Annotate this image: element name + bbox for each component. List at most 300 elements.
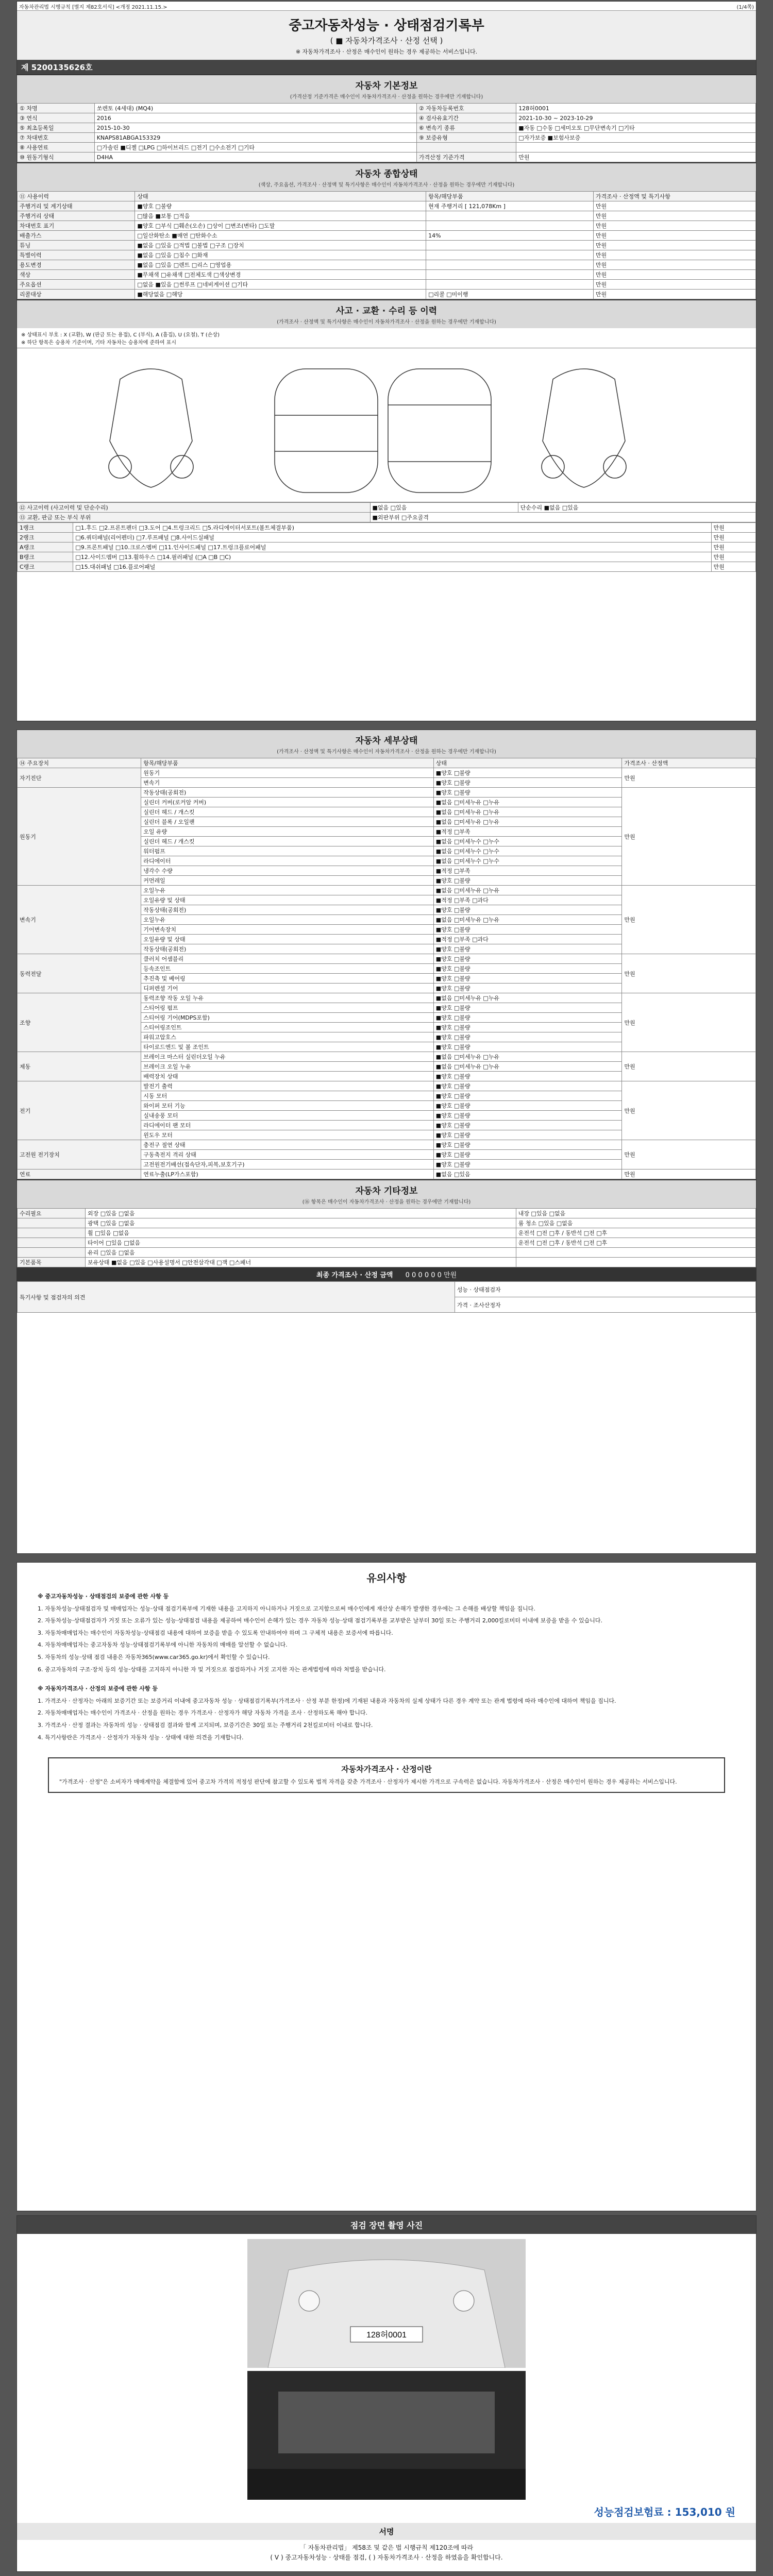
page-header (17, 2, 756, 11)
detail-part: 작동상태(공회전) (141, 905, 434, 915)
note-item: 4. 자동차매매업자는 중고자동차 성능·상태점검기록부에 아니한 자동차의 매매를 알선할 수 없습니다. (38, 1641, 288, 1649)
other-table (17, 1208, 756, 1267)
form-code: 자동차관리법 시행규칙 [별지 제82호서식] <개정 2021.11.15.> (19, 5, 167, 10)
overall-price: 만원 (593, 290, 755, 299)
detail-status: ■없음 □미세누수 □누수 (433, 837, 622, 846)
accident-title: 사고 · 교환 · 수리 등 이력 (335, 306, 438, 316)
detail-status: ■양호 □불량 (433, 876, 622, 886)
detail-part: 시동 모터 (141, 1091, 434, 1101)
basic-value: 쏘렌토 (4세대) (MQ4) (94, 104, 416, 113)
overall-item: 용도변경 (18, 260, 135, 270)
overall-price: 만원 (593, 260, 755, 270)
other-section-header (17, 1179, 756, 1208)
notes-s2-title: ※ 자동차가격조사 · 산정의 보증에 관한 사항 등 (38, 1685, 158, 1692)
parts-row (18, 552, 756, 562)
detail-status: ■없음 □미세누유 □누유 (433, 817, 622, 827)
overall-price: 만원 (593, 280, 755, 290)
detail-part: 브레이크 마스터 실린더오일 누유 (141, 1052, 434, 1062)
overall-price: 만원 (593, 221, 755, 231)
overall-status: ■해당없음 □해당 (135, 290, 426, 299)
notes-section-1 (17, 1592, 756, 1674)
detail-price: 만원 (622, 1140, 756, 1170)
page-4 (16, 2215, 757, 2572)
detail-status: ■없음 □있음 (433, 1170, 622, 1179)
detail-part: 파워고압호스 (141, 1032, 434, 1042)
detail-price: 만원 (622, 954, 756, 993)
other-group: 수리필요 (18, 1209, 86, 1218)
basic-row (18, 152, 756, 162)
other-item: 운전석 □전 □후 / 동반석 □전 □후 (516, 1238, 755, 1248)
definition-text: "가격조사 · 산정"은 소비자가 매매계약을 체결함에 있어 중고차 가격의 적정성 판단에 참고할 수 있도록 법적 자격을 갖춘 가격조사 · 산정자가 제시한 가격으로 구속력은 없습니다. 자동차가격조사 · 산정은 매수인이 원하는 경우 제공하는 서비스입니다. (59, 1778, 677, 1786)
photos-title: 점검 장면 촬영 사진 (17, 2216, 756, 2234)
detail-part: 실내송풍 모터 (141, 1111, 434, 1121)
parts-price: 만원 (711, 523, 755, 533)
basic-value: KNAPS81ABGA153329 (94, 133, 416, 143)
notes-s1-title: ※ 중고자동차성능 · 상태점검의 보증에 관한 사항 등 (38, 1593, 169, 1600)
overall-item: 주행거리 및 계기상태 (18, 201, 135, 211)
overall-row (18, 211, 756, 221)
detail-part: 스티어링 기어(MDPS포함) (141, 1013, 434, 1023)
overall-section-header (17, 162, 756, 191)
overall-price: 만원 (593, 270, 755, 280)
detail-group: 변속기 (18, 886, 141, 954)
detail-part: 오일누유 (141, 915, 434, 925)
other-desc: (⑯ 항목은 매수인이 자동차가격조사 · 산정을 원하는 경우에만 기재합니다) (302, 1199, 471, 1205)
detail-status: ■없음 □미세누수 □누수 (433, 846, 622, 856)
other-item: 운전석 □전 □후 / 동반석 □전 □후 (516, 1228, 755, 1238)
basic-label: ⑥ 변속기 종류 (416, 123, 516, 133)
detail-status: ■양호 □불량 (433, 1121, 622, 1130)
basic-label (416, 143, 516, 152)
overall-status: □일산화탄소 ■매연 □탄화수소 (135, 231, 426, 241)
other-group (18, 1238, 86, 1248)
detail-status: ■양호 □불량 (433, 1003, 622, 1013)
detail-status: ■양호 □불량 (433, 1023, 622, 1032)
detail-section-header (17, 730, 756, 758)
basic-value (516, 143, 756, 152)
basic-table (17, 103, 756, 162)
overall-status: ■없음 □있음 □렌트 □리스 □영업용 (135, 260, 426, 270)
other-item: 타이어 □있음 □없음 (86, 1238, 516, 1248)
detail-part: 냉각수 수량 (141, 866, 434, 876)
other-item (516, 1258, 755, 1267)
detail-status: ■없음 □미세누유 □누유 (433, 1062, 622, 1072)
parts-items: □1.후드 □2.프론트펜더 □3.도어 □4.트렁크리드 □5.라디에이터서포트(볼트체결부품) (73, 523, 711, 533)
basic-label: ② 자동차등록번호 (416, 104, 516, 113)
detail-row (18, 768, 756, 778)
overall-extra (426, 260, 594, 270)
basic-section-header (17, 74, 756, 103)
detail-status: ■적정 □부족 (433, 827, 622, 837)
detail-part: 브레이크 오일 누유 (141, 1062, 434, 1072)
note-item: 5. 자동차의 성능·상태 점검 내용은 자동차365(www.car365.go.kr)에서 확인할 수 있습니다. (38, 1653, 270, 1660)
detail-status: ■양호 □불량 (433, 905, 622, 915)
overall-title: 자동차 종합상태 (355, 169, 418, 179)
parts-items: □9.프론트패널 □10.크로스멤버 □11.인사이드패널 □17.트렁크플로어패널 (73, 543, 711, 552)
overall-row (18, 201, 756, 211)
detail-group: 원동기 (18, 788, 141, 886)
detail-status: ■양호 □불량 (433, 925, 622, 935)
basic-value: □가솔린 ■디젤 □LPG □하이브리드 □전기 □수소전기 □기타 (94, 143, 416, 152)
overall-item: 특별이력 (18, 250, 135, 260)
basic-row (18, 133, 756, 143)
other-group: 기본품목 (18, 1258, 86, 1267)
legend-line-2: ※ 하단 항목은 승용차 기준이며, 기타 자동차는 승용차에 준하여 표시 (21, 340, 176, 346)
detail-row (18, 1052, 756, 1062)
inspection-photo-under (247, 2371, 526, 2500)
overall-status: ■없음 □있음 □침수 □화재 (135, 250, 426, 260)
basic-desc: (가격산정 기준가격은 매수인이 자동차가격조사 · 산정을 원하는 경우에만 기재합니다) (290, 94, 483, 100)
detail-status: ■적정 □부족 (433, 866, 622, 876)
parts-rank: B랭크 (18, 552, 73, 562)
accident-history-table (17, 502, 756, 522)
detail-row (18, 1140, 756, 1150)
detail-part: 실린더 헤드 / 개스킷 (141, 807, 434, 817)
detail-group: 전기 (18, 1081, 141, 1140)
basic-value: 2016 (94, 113, 416, 123)
detail-group: 조향 (18, 993, 141, 1052)
detail-price: 만원 (622, 993, 756, 1052)
document-number: 제 5200135626호 (17, 60, 756, 74)
detail-status: ■양호 □불량 (433, 1130, 622, 1140)
detail-part: 작동상태(공회전) (141, 788, 434, 798)
overall-extra (426, 280, 594, 290)
overall-item: 주행거리 상태 (18, 211, 135, 221)
sign-text (17, 2540, 756, 2566)
final-price-value: 0 0 0 0 0 0 만원 (405, 1272, 457, 1279)
detail-row (18, 1170, 756, 1179)
basic-value: ■자동 □수동 □세미오토 □무단변속기 □기타 (516, 123, 756, 133)
detail-status: ■양호 □불량 (433, 1032, 622, 1042)
overall-item: 튜닝 (18, 241, 135, 250)
accident-legend (17, 328, 756, 348)
detail-price: 만원 (622, 788, 756, 886)
parts-legend: ■외판부위 □주요골격 (370, 513, 755, 522)
basic-row (18, 123, 756, 133)
overall-extra: □리콜 □미이행 (426, 290, 594, 299)
other-row (18, 1209, 756, 1218)
detail-price: 만원 (622, 768, 756, 788)
detail-part: 디퍼렌셜 기어 (141, 984, 434, 993)
detail-part: 연료누출(LP가스포함) (141, 1170, 434, 1179)
detail-part: 실린더 커버(로커암 커버) (141, 798, 434, 807)
notes-title: 유의사항 (366, 1572, 407, 1584)
detail-status: ■양호 □불량 (433, 964, 622, 974)
detail-part: 고전원전기배선(접속단자,피복,보호기구) (141, 1160, 434, 1170)
detail-status: ■없음 □미세누유 □누유 (433, 915, 622, 925)
overall-row (18, 221, 756, 231)
detail-part: 윈도우 모터 (141, 1130, 434, 1140)
basic-value: 만원 (516, 152, 756, 162)
detail-part: 와이퍼 모터 기능 (141, 1101, 434, 1111)
car-front-photo-illustration (247, 2239, 526, 2368)
detail-price: 만원 (622, 1170, 756, 1179)
definition-box (48, 1757, 725, 1793)
final-price-label: 최종 가격조사 · 산정 금액 (316, 1272, 393, 1279)
special-label: 특기사항 및 점검자의 의견 (18, 1282, 455, 1313)
license-plate: 128허0001 (366, 2331, 407, 2340)
other-row (18, 1238, 756, 1248)
overall-row (18, 270, 756, 280)
overall-row (18, 260, 756, 270)
overall-status: □없음 ■있음 □썬루프 □네비게이션 □기타 (135, 280, 426, 290)
overall-row (18, 231, 756, 241)
detail-part: 추진축 및 베어링 (141, 974, 434, 984)
detail-status: ■양호 □불량 (433, 1150, 622, 1160)
basic-label: ④ 검사유효기간 (416, 113, 516, 123)
parts-items: □15.대쉬패널 □16.플로어패널 (73, 562, 711, 572)
detail-row (18, 788, 756, 798)
detail-part: 오일누유 (141, 886, 434, 895)
overall-item: 색상 (18, 270, 135, 280)
detail-part: 배력장치 상태 (141, 1072, 434, 1081)
detail-status: ■없음 □미세누수 □누수 (433, 856, 622, 866)
overall-extra: 14% (426, 231, 594, 241)
other-item: 외장 □있음 □없음 (86, 1209, 516, 1218)
basic-value: 128허0001 (516, 104, 756, 113)
special-table (17, 1281, 756, 1313)
detail-col-header: 가격조사 · 산정액 (622, 758, 756, 768)
detail-status: ■없음 □미세누유 □누유 (433, 886, 622, 895)
other-item: 휠 □있음 □없음 (86, 1228, 516, 1238)
parts-rank: C랭크 (18, 562, 73, 572)
parts-items: □12.사이드멤버 □13.휠하우스 □14.필러패널 (□A □B □C) (73, 552, 711, 562)
overall-extra (426, 250, 594, 260)
detail-status: ■양호 □불량 (433, 954, 622, 964)
overall-extra (426, 221, 594, 231)
detail-part: 커먼레일 (141, 876, 434, 886)
overall-row (18, 250, 756, 260)
parts-row (18, 523, 756, 533)
basic-value: □자가보증 ■보험사보증 (516, 133, 756, 143)
detail-part: 오일유량 및 상태 (141, 895, 434, 905)
detail-price: 만원 (622, 886, 756, 954)
document-subtitle: ( ■ 자동차가격조사 · 산정 선택 ) (330, 36, 443, 45)
pricer-opinion: 가격 · 조사산정자 (455, 1297, 755, 1313)
basic-value: 2015-10-30 (94, 123, 416, 133)
overall-extra (426, 211, 594, 221)
overall-item: 리콜대상 (18, 290, 135, 299)
detail-part: 스티어링 펌프 (141, 1003, 434, 1013)
page-2 (16, 730, 757, 1554)
detail-row (18, 954, 756, 964)
parts-table (17, 522, 756, 572)
overall-status: ■양호 □불량 (135, 201, 426, 211)
detail-status: ■적정 □부족 □과다 (433, 895, 622, 905)
page-1 (16, 1, 757, 721)
other-row (18, 1228, 756, 1238)
basic-row (18, 143, 756, 152)
undercarriage-photo-illustration (247, 2371, 526, 2500)
notes-header (17, 1563, 756, 1592)
overall-row (18, 241, 756, 250)
note-item: 1. 가격조사 · 산정자는 아래의 보증기간 또는 보증거리 이내에 중고자동차 성능 · 상태점검기록부(가격조사 · 산정 부분 한정)에 기재된 내용과 자동차의 실제 상태가 다른 경우 계약 또는 관계 법령에 따라 매수인에 대하여 책임을 집니다. (38, 1697, 616, 1704)
sign-title: 서명 (17, 2523, 756, 2540)
overall-extra (426, 270, 594, 280)
note-item: 6. 중고자동차의 구조·장치 등의 성능·상태를 고지하지 아니한 자 및 거짓으로 점검하거나 거짓 고지한 자는 관계법령에 따라 처벌을 받습니다. (38, 1666, 386, 1673)
detail-status: ■적정 □부족 □과다 (433, 935, 622, 944)
detail-status: ■양호 □불량 (433, 1160, 622, 1170)
detail-part: 클러치 어셈블리 (141, 954, 434, 964)
overall-row (18, 280, 756, 290)
note-item: 2. 자동차성능·상태점검자가 거짓 또는 오류가 있는 성능·상태점검 내용을 제공하여 매수인이 손해가 있는 경우 자동차 성능·상태 점검기록부를 교부받은 날부터 30일 또는 주행거리 2,000킬로미터 이내에 보증을 받을 수 있습니다. (38, 1617, 602, 1624)
detail-status: ■양호 □불량 (433, 1111, 622, 1121)
overall-col-header: 가격조사 · 산정액 및 특기사항 (593, 192, 755, 201)
detail-price: 만원 (622, 1052, 756, 1081)
overall-status: ■무채색 □유채색 □전체도색 □색상변경 (135, 270, 426, 280)
basic-label: ⑩ 원동기형식 (18, 152, 95, 162)
car-diagram (17, 348, 756, 502)
parts-row (18, 533, 756, 543)
other-item: 유리 □있음 □없음 (86, 1248, 516, 1258)
other-row (18, 1248, 756, 1258)
detail-part: 라디에이터 (141, 856, 434, 866)
overall-status: ■없음 □있음 □적법 □불법 □구조 □장치 (135, 241, 426, 250)
detail-part: 원동기 (141, 768, 434, 778)
other-group (18, 1218, 86, 1228)
detail-part: 오일 유량 (141, 827, 434, 837)
detail-group: 고전원 전기장치 (18, 1140, 141, 1170)
detail-part: 충전구 절연 상태 (141, 1140, 434, 1150)
basic-title: 자동차 기본정보 (355, 81, 418, 91)
parts-row (18, 562, 756, 572)
other-row (18, 1258, 756, 1267)
parts-rank: 2랭크 (18, 533, 73, 543)
parts-items: □6.쿼터패널(리어펜더) □7.루프패널 □8.사이드실패널 (73, 533, 711, 543)
other-item: 광택 □있음 □없음 (86, 1218, 516, 1228)
basic-value: D4HA (94, 152, 416, 162)
document-title: 중고자동차성능 · 상태점검기록부 (289, 18, 484, 33)
detail-part: 기어변속장치 (141, 925, 434, 935)
detail-group: 제동 (18, 1052, 141, 1081)
other-group (18, 1248, 86, 1258)
note-item: 3. 자동차매매업자는 매수인이 자동차성능·상태점검 내용에 대하여 보증을 받을 수 있도록 안내하여야 하며 그 구체적 내용은 보증서에 따릅니다. (38, 1629, 393, 1636)
detail-part: 스티어링조인트 (141, 1023, 434, 1032)
accident-history-label: ⑫ 사고이력 (사고이력 및 단순수리) (18, 503, 371, 513)
other-item (516, 1248, 755, 1258)
detail-group: 자기진단 (18, 768, 141, 788)
detail-status: ■양호 □불량 (433, 1091, 622, 1101)
detail-part: 등속조인트 (141, 964, 434, 974)
basic-label: ⑤ 최초등록일 (18, 123, 95, 133)
detail-status: ■양호 □불량 (433, 1013, 622, 1023)
overall-col-header: 상태 (135, 192, 426, 201)
overall-price: 만원 (593, 201, 755, 211)
detail-status: ■양호 □불량 (433, 1072, 622, 1081)
detail-status: ■양호 □불량 (433, 984, 622, 993)
detail-status: ■양호 □불량 (433, 778, 622, 788)
detail-part: 타이로드엔드 및 볼 조인트 (141, 1042, 434, 1052)
overall-price: 만원 (593, 241, 755, 250)
detail-status: ■양호 □불량 (433, 1140, 622, 1150)
basic-label: 가격산정 기준가격 (416, 152, 516, 162)
parts-price: 만원 (711, 562, 755, 572)
sign-text-2: ( V ) 중고자동차성능 · 상태를 점검, ( ) 자동차가격조사 · 산정을 하였음을 확인합니다. (270, 2554, 503, 2562)
detail-status: ■양호 □불량 (433, 1042, 622, 1052)
detail-desc: (가격조사 · 산정액 및 특기사항은 매수인이 자동차가격조사 · 산정을 원하는 경우에만 기재합니다) (277, 749, 496, 755)
overall-extra (426, 241, 594, 250)
accident-section-header (17, 299, 756, 328)
basic-label: ① 차명 (18, 104, 95, 113)
accident-history-value: ■없음 □있음 (370, 503, 518, 513)
inspection-fee: 성능점검보험료 : 153,010 원 (594, 2506, 735, 2518)
detail-part: 동력조향 작동 오일 누유 (141, 993, 434, 1003)
detail-status: ■양호 □불량 (433, 788, 622, 798)
detail-status: ■없음 □미세누유 □누유 (433, 807, 622, 817)
overall-item: 주요옵션 (18, 280, 135, 290)
overall-extra: 현재 주행거리 [ 121,078Km ] (426, 201, 594, 211)
detail-part: 라디에이터 팬 모터 (141, 1121, 434, 1130)
detail-part: 실린더 헤드 / 개스킷 (141, 837, 434, 846)
detail-col-header: ⑭ 주요장치 (18, 758, 141, 768)
detail-part: 워터펌프 (141, 846, 434, 856)
inspector-opinion: 성능 · 상태점검자 (455, 1282, 755, 1297)
detail-part: 변속기 (141, 778, 434, 788)
detail-table (17, 758, 756, 1179)
detail-row (18, 1081, 756, 1091)
detail-status: ■양호 □불량 (433, 1081, 622, 1091)
basic-value: 2021-10-30 ~ 2023-10-29 (516, 113, 756, 123)
detail-status: ■양호 □불량 (433, 768, 622, 778)
detail-status: ■없음 □미세누유 □누유 (433, 993, 622, 1003)
overall-desc: (색상, 주요옵션, 가격조사 · 산정액 및 특기사항은 매수인이 자동차가격조사 · 산정을 원하는 경우에만 기재합니다) (258, 182, 515, 188)
accident-desc: (가격조사 · 산정액 및 특기사항은 매수인이 자동차가격조사 · 산정을 원하는 경우에만 기재합니다) (277, 319, 496, 325)
overall-price: 만원 (593, 250, 755, 260)
note-item: 2. 자동차매매업자는 매수인이 가격조사 · 산정을 원하는 경우 가격조사 · 산정자가 해당 자동차 가격을 조사 · 산정하도록 해야 합니다. (38, 1709, 367, 1717)
parts-rank: A랭크 (18, 543, 73, 552)
detail-row (18, 993, 756, 1003)
notes-section-2 (17, 1684, 756, 1742)
detail-status: ■양호 □불량 (433, 1101, 622, 1111)
detail-group: 연료 (18, 1170, 141, 1179)
sign-text-1: 「 자동차관리법」 제58조 및 같은 법 시행규칙 제120조에 따라 (299, 2544, 474, 2551)
document-notice: ※ 자동차가격조사 · 산정은 매수인이 원하는 경우 제공하는 서비스입니다. (295, 48, 478, 55)
parts-rank: 1랭크 (18, 523, 73, 533)
basic-label: ⑧ 사용연료 (18, 143, 95, 152)
detail-part: 작동상태(공회전) (141, 944, 434, 954)
other-item: 룸 청소 □있음 □없음 (516, 1218, 755, 1228)
other-group (18, 1228, 86, 1238)
detail-status: ■없음 □미세누유 □누유 (433, 798, 622, 807)
detail-status: ■양호 □불량 (433, 974, 622, 984)
overall-col-header: ⑪ 사용이력 (18, 192, 135, 201)
overall-status: ■양호 □부식 □훼손(오손) □상이 □변조(변타) □도말 (135, 221, 426, 231)
detail-row (18, 886, 756, 895)
detail-col-header: 상태 (433, 758, 622, 768)
inspection-photo-front (247, 2239, 526, 2368)
other-item: 보유상태 ■없음 □있음 □사용설명서 □안전삼각대 □잭 □스패너 (86, 1258, 516, 1267)
detail-part: 오일유량 및 상태 (141, 935, 434, 944)
overall-row (18, 290, 756, 299)
overall-price: 만원 (593, 231, 755, 241)
parts-price: 만원 (711, 533, 755, 543)
parts-row (18, 543, 756, 552)
parts-price: 만원 (711, 543, 755, 552)
basic-label: ⑦ 차대번호 (18, 133, 95, 143)
basic-label: ⑨ 보증유형 (416, 133, 516, 143)
final-price-bar (17, 1267, 756, 1281)
detail-part: 구동축전지 격리 상태 (141, 1150, 434, 1160)
overall-col-header: 항목/해당부품 (426, 192, 594, 201)
overall-item: 차대번호 표기 (18, 221, 135, 231)
car-outline-diagram (17, 348, 756, 503)
overall-table (17, 191, 756, 299)
overall-item: 배출가스 (18, 231, 135, 241)
detail-col-header: 항목/해당부품 (141, 758, 434, 768)
parts-title: ⑬ 교환, 판금 또는 부식 부위 (18, 513, 371, 522)
detail-status: ■양호 □불량 (433, 944, 622, 954)
legend-line-1: ※ 상태표시 부호 : X (교환), W (판금 또는 용접), C (부식), A (흠집), U (요철), T (손상) (21, 332, 220, 338)
